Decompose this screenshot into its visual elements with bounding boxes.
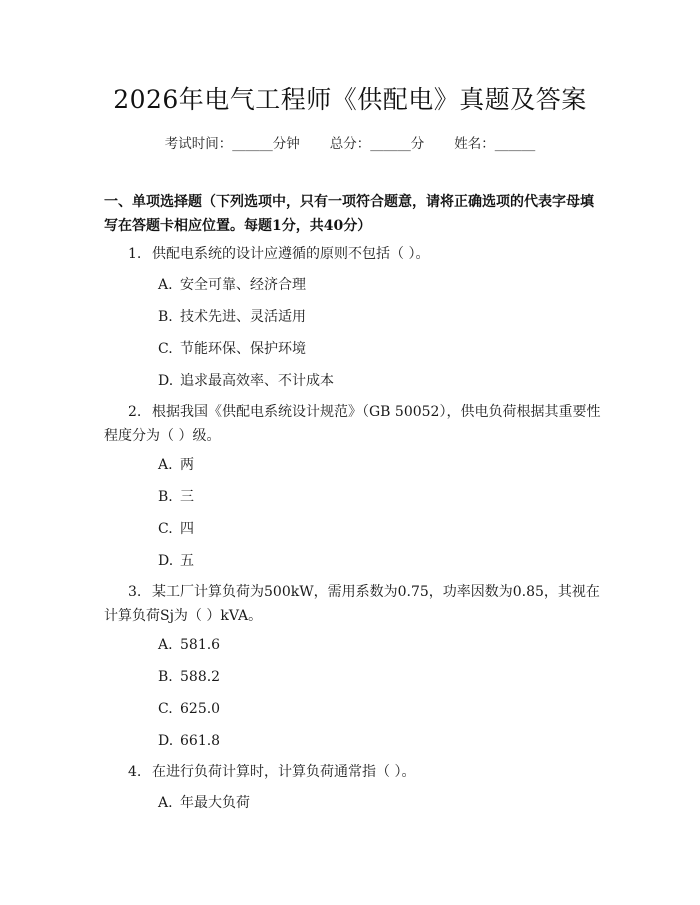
option-2a bbox=[158, 455, 194, 475]
option-4a bbox=[158, 793, 250, 813]
option-letter: C. bbox=[158, 521, 173, 537]
option-1b bbox=[158, 307, 306, 327]
option-text: 五 bbox=[180, 553, 194, 569]
option-letter: B. bbox=[158, 309, 173, 325]
option-letter: D. bbox=[158, 733, 174, 749]
question-1 bbox=[104, 242, 604, 266]
option-3c bbox=[158, 699, 220, 719]
option-letter: C. bbox=[158, 701, 173, 717]
option-letter: D. bbox=[158, 553, 174, 569]
option-1a bbox=[158, 275, 306, 295]
option-1d bbox=[158, 371, 334, 391]
option-2b bbox=[158, 487, 194, 507]
option-3b bbox=[158, 667, 220, 687]
name-field: 姓名：______ bbox=[454, 136, 536, 152]
question-3 bbox=[104, 580, 604, 628]
option-letter: B. bbox=[158, 669, 173, 685]
option-text: 年最大负荷 bbox=[180, 795, 250, 811]
option-2d bbox=[158, 551, 194, 571]
option-letter: D. bbox=[158, 373, 174, 389]
option-letter: A. bbox=[158, 637, 173, 653]
option-text: 安全可靠、经济合理 bbox=[180, 277, 306, 293]
option-3d bbox=[158, 731, 220, 751]
option-letter: B. bbox=[158, 489, 173, 505]
option-text: 两 bbox=[180, 457, 194, 473]
option-1c bbox=[158, 339, 306, 359]
option-text: 625.0 bbox=[180, 701, 221, 717]
section-heading: 一、单项选择题（下列选项中，只有一项符合题意，请将正确选项的代表字母填写在答题卡相应位置。每题1分，共40分） bbox=[104, 194, 594, 234]
question-number: 1. bbox=[128, 246, 142, 262]
option-letter: A. bbox=[158, 795, 173, 811]
question-number: 4. bbox=[128, 764, 142, 780]
option-2c bbox=[158, 519, 194, 539]
option-letter: A. bbox=[158, 457, 173, 473]
option-text: 四 bbox=[180, 521, 194, 537]
option-letter: C. bbox=[158, 341, 173, 357]
option-text: 三 bbox=[180, 489, 194, 505]
option-3a bbox=[158, 635, 220, 655]
exam-meta bbox=[0, 132, 700, 152]
option-text: 588.2 bbox=[180, 669, 221, 685]
option-letter: A. bbox=[158, 277, 173, 293]
option-text: 581.6 bbox=[180, 637, 221, 653]
total-score-field: 总分：______分 bbox=[329, 136, 425, 152]
question-text: 某工厂计算负荷为500kW，需用系数为0.75，功率因数为0.85，其视在计算负荷Sj为（ ）kVA。 bbox=[104, 584, 600, 624]
option-text: 661.8 bbox=[180, 733, 221, 749]
question-text: 在进行负荷计算时，计算负荷通常指（ ）。 bbox=[152, 764, 416, 780]
question-text: 供配电系统的设计应遵循的原则不包括（ ）。 bbox=[152, 246, 430, 262]
option-text: 节能环保、保护环境 bbox=[180, 341, 306, 357]
question-number: 2. bbox=[128, 404, 142, 420]
question-text: 根据我国《供配电系统设计规范》（GB 50052），供电负荷根据其重要性程度分为（ ）级。 bbox=[104, 404, 601, 444]
page-title: 2026年电气工程师《供配电》真题及答案 bbox=[113, 85, 587, 114]
question-2 bbox=[104, 400, 604, 448]
question-number: 3. bbox=[128, 584, 142, 600]
exam-time-field: 考试时间：______分钟 bbox=[164, 136, 300, 152]
option-text: 技术先进、灵活适用 bbox=[180, 309, 306, 325]
question-4 bbox=[104, 760, 604, 784]
option-text: 追求最高效率、不计成本 bbox=[180, 373, 334, 389]
